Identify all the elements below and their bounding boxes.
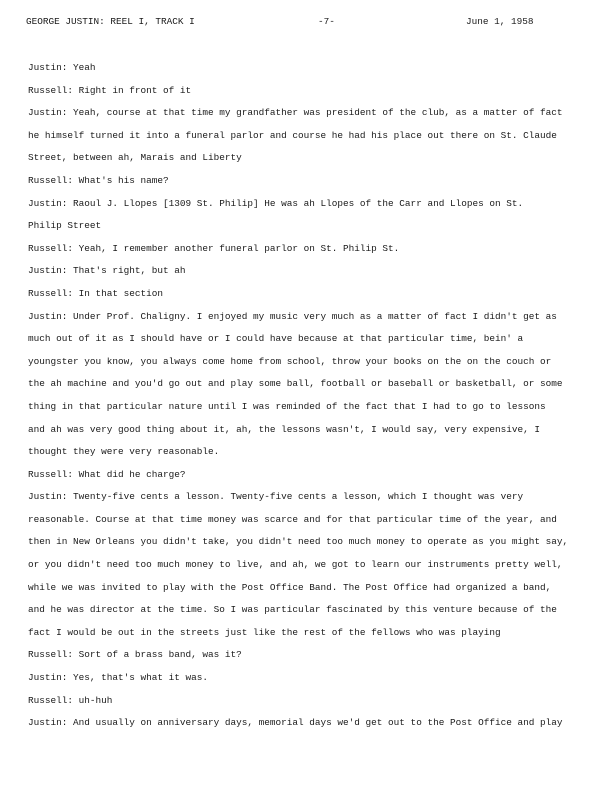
header-title: GEORGE JUSTIN: REEL I, TRACK I xyxy=(26,16,195,27)
transcript-line: Russell: Yeah, I remember another funeral parlor on St. Philip St. xyxy=(28,242,400,254)
transcript-line: much out of it as I should have or I could have because at that particular time, bein' a xyxy=(28,333,524,345)
transcript-line: Justin: Yes, that's what it was. xyxy=(28,672,209,684)
transcript-line: then in New Orleans you didn't take, you didn't need too much money to operate as you might say, xyxy=(28,536,569,548)
transcript-line: the ah machine and you'd go out and play some ball, football or baseball or basketball, or some xyxy=(28,378,563,390)
transcript-line: reasonable. Course at that time money was scarce and for that particular time of the year, and xyxy=(28,513,557,525)
transcript-body xyxy=(28,61,584,739)
transcript-line: thing in that particular nature until I was reminded of the fact that I had to go to lessons xyxy=(28,400,546,412)
transcript-line: Philip Street xyxy=(28,220,102,232)
transcript-line: Justin: Under Prof. Chaligny. I enjoyed my music very much as a matter of fact I didn't get as xyxy=(28,310,557,322)
transcript-line: Justin: Twenty-five cents a lesson. Twenty-five cents a lesson, which I thought was very xyxy=(28,491,524,503)
transcript-line: while we was invited to play with the Post Office Band. The Post Office had organized a band, xyxy=(28,581,552,593)
transcript-line: fact I would be out in the streets just like the rest of the fellows who was playing xyxy=(28,626,501,638)
transcript-line: Russell: What's his name? xyxy=(28,174,169,186)
transcript-line: Street, between ah, Marais and Liberty xyxy=(28,152,242,164)
transcript-line: and ah was very good thing about it, ah, the lessons wasn't, I would say, very expensive, I xyxy=(28,423,540,435)
transcript-line: Russell: What did he charge? xyxy=(28,468,186,480)
transcript-line: Justin: Yeah xyxy=(28,62,96,73)
transcript-line: Russell: Right in front of it xyxy=(28,84,192,96)
transcript-line: Justin: Yeah, course at that time my grandfather was president of the club, as a matter of fact xyxy=(28,107,563,119)
transcript-line: Justin: Raoul J. Llopes [1309 St. Philip] He was ah Llopes of the Carr and Llopes on St. xyxy=(28,197,524,209)
header-date: June 1, 1958 xyxy=(466,16,534,27)
transcript-line: thought they were very reasonable. xyxy=(28,446,220,458)
transcript-line: he himself turned it into a funeral parlor and course he had his place out there on St. Claude xyxy=(28,129,557,141)
transcript-line: or you didn't need too much money to live, and ah, we got to learn our instruments pretty well, xyxy=(28,559,563,571)
transcript-line: youngster you know, you always come home from school, throw your books on the on the couch or xyxy=(28,355,552,367)
transcript-line: Justin: And usually on anniversary days, memorial days we'd get out to the Post Office and play xyxy=(28,717,563,729)
transcript-line: and he was director at the time. So I was particular fascinated by this venture because of the xyxy=(28,604,557,616)
transcript-line: Russell: In that section xyxy=(28,287,164,299)
page-number: -7- xyxy=(318,16,335,27)
transcript-line: Russell: uh-huh xyxy=(28,694,113,706)
transcript-line: Russell: Sort of a brass band, was it? xyxy=(28,649,242,661)
page-header xyxy=(0,16,612,30)
transcript-line: Justin: That's right, but ah xyxy=(28,265,186,277)
